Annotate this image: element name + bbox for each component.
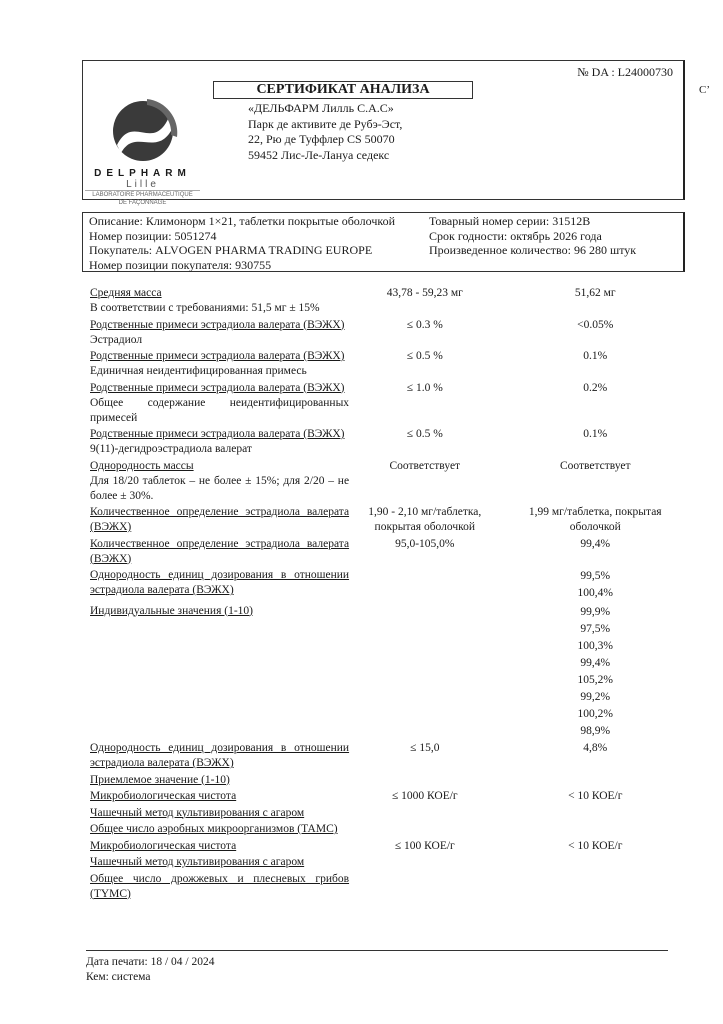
- test-spec: 43,78 - 59,23 мг: [386, 287, 463, 299]
- result-value: 51,62 мг: [574, 287, 616, 299]
- da-number: № DA : L24000730: [577, 65, 673, 79]
- header-box: [82, 60, 685, 206]
- test-row: [90, 789, 670, 804]
- test-result: [521, 839, 670, 854]
- test-spec: ≤ 1000 КОЕ/г: [391, 790, 458, 802]
- result-value: 99,2%: [580, 690, 611, 703]
- test-spec: [351, 604, 498, 740]
- address-line: 22, Рю де Туффлер CS 50070: [248, 132, 395, 146]
- test-title: Однородность единиц дозирования в отношении эстрадиола валерата (ВЭЖХ): [90, 569, 350, 596]
- logo-name: DELPHARM: [94, 168, 191, 179]
- result-value: 1,99 мг/таблетка, покрытая оболочкой: [528, 506, 662, 533]
- test-label: [90, 822, 349, 837]
- test-row: [90, 318, 670, 348]
- test-result: [521, 427, 670, 457]
- test-label: [90, 349, 349, 379]
- result-value: 99,5%: [580, 570, 611, 582]
- result-value: 100,4%: [577, 587, 613, 599]
- test-spec: [351, 855, 498, 870]
- result-value: 105,2%: [577, 673, 613, 686]
- test-title: Индивидуальные значения (1-10): [90, 604, 253, 617]
- test-title: Количественное определение эстрадиола валерата (ВЭЖХ): [90, 506, 350, 533]
- test-title: Средняя масса: [90, 287, 162, 299]
- test-result: [521, 806, 670, 821]
- result-value: 4,8%: [583, 742, 608, 754]
- logo-emblem-icon: [103, 93, 183, 163]
- test-spec: ≤ 0.5 %: [406, 350, 443, 362]
- test-result: [521, 604, 670, 740]
- delpharm-logo: [85, 93, 200, 207]
- test-label: [90, 789, 349, 804]
- expiry-date: Срок годности: октябрь 2026 года: [429, 228, 602, 243]
- test-spec: [351, 822, 498, 837]
- test-spec: 95,0-105,0%: [395, 537, 455, 550]
- test-results-table: [90, 286, 670, 903]
- test-title: Чашечный метод культивирования с агаром: [90, 856, 305, 868]
- test-result: [521, 286, 670, 316]
- test-label: [90, 872, 349, 902]
- test-note: В соответствии с требованиями: 51,5 мг ± 15%: [90, 302, 320, 314]
- test-result: [521, 741, 670, 771]
- test-label: [90, 381, 349, 426]
- test-result: [521, 822, 670, 837]
- test-result: [521, 537, 670, 567]
- test-title: Чашечный метод культивирования с агаром: [90, 806, 305, 819]
- test-row: [90, 459, 670, 504]
- footer: [86, 950, 668, 985]
- test-result: [521, 505, 670, 535]
- test-row: [90, 741, 670, 771]
- printed-by: Кем: система: [86, 971, 151, 983]
- test-label: [90, 604, 349, 740]
- product-info-box: [82, 212, 685, 272]
- test-result: [521, 459, 670, 504]
- result-value: Соответствует: [559, 459, 631, 472]
- result-value: 99,4%: [580, 656, 611, 669]
- result-value: 98,9%: [580, 724, 611, 737]
- test-title: Общее число дрожжевых и плесневых грибов (TYMC): [90, 872, 350, 900]
- company-address: [248, 101, 402, 163]
- quantity-produced: Произведенное количество: 96 280 штук: [429, 243, 637, 257]
- test-row: [90, 381, 670, 426]
- test-title: Родственные примеси эстрадиола валерата (ВЭЖХ): [90, 318, 345, 331]
- result-value: < 10 КОЕ/г: [568, 839, 623, 852]
- test-label: [90, 459, 349, 504]
- description: Описание: Климонорм 1×21, таблетки покрытые оболочкой: [89, 214, 396, 228]
- test-title: Приемлемое значение (1-10): [90, 773, 230, 786]
- test-row: [90, 568, 670, 602]
- logo-tagline-2: DE FAÇONNAGE: [118, 200, 167, 206]
- test-label: [90, 855, 349, 870]
- test-title: Однородность единиц дозирования в отношении эстрадиола валерата (ВЭЖХ): [90, 742, 350, 769]
- test-row: [90, 822, 670, 837]
- test-title: Родственные примеси эстрадиола валерата (ВЭЖХ): [90, 381, 345, 394]
- test-note: Для 18/20 таблеток – не более ± 15%; для 2/20 – не более ± 30%.: [90, 474, 350, 502]
- test-label: [90, 286, 349, 316]
- position-number: Номер позиции: 5051274: [89, 228, 217, 243]
- test-spec: [351, 568, 498, 602]
- test-title: Количественное определение эстрадиола валерата (ВЭЖХ): [90, 537, 350, 565]
- batch-number: Товарный номер серии: 31512B: [429, 214, 591, 228]
- test-label: [90, 537, 349, 567]
- test-spec: ≤ 100 КОЕ/г: [394, 839, 455, 852]
- test-row: [90, 427, 670, 457]
- test-title: Родственные примеси эстрадиола валерата (ВЭЖХ): [90, 350, 345, 362]
- result-value: 97,5%: [580, 622, 611, 635]
- test-note: Эстрадиол: [90, 333, 143, 346]
- test-result: [521, 773, 670, 788]
- test-label: [90, 427, 349, 457]
- test-label: [90, 741, 349, 771]
- buyer-position-number: Номер позиции покупателя: 930755: [89, 257, 272, 272]
- test-result: [521, 789, 670, 804]
- result-value: 0.2%: [583, 381, 608, 394]
- test-row: [90, 537, 670, 567]
- test-title: Микробиологическая чистота: [90, 790, 237, 802]
- test-title: Однородность массы: [90, 459, 194, 472]
- test-result: [521, 318, 670, 348]
- address-line: 59452 Лис-Ле-Лануа седекс: [248, 147, 390, 162]
- test-label: [90, 773, 349, 788]
- test-title: Общее число аэробных микроорганизмов (ТАМС): [90, 823, 338, 835]
- result-value: 0.1%: [583, 350, 608, 362]
- test-result: [521, 349, 670, 379]
- test-note: 9(11)-дегидроэстрадиола валерат: [90, 443, 252, 455]
- test-title: Микробиологическая чистота: [90, 839, 237, 852]
- result-value: <0.05%: [577, 318, 614, 331]
- test-row: [90, 773, 670, 788]
- result-value: 100,2%: [577, 707, 613, 720]
- test-spec: Соответствует: [389, 459, 461, 472]
- test-row: [90, 806, 670, 821]
- test-label: [90, 505, 349, 535]
- test-label: [90, 318, 349, 348]
- test-row: [90, 505, 670, 535]
- test-result: [521, 855, 670, 870]
- test-label: [90, 806, 349, 821]
- result-value: 0.1%: [583, 428, 608, 440]
- result-value: < 10 КОЕ/г: [568, 790, 623, 802]
- test-row: [90, 839, 670, 854]
- result-value: 99,4%: [580, 537, 611, 550]
- test-note: Единичная неидентифицированная примесь: [90, 365, 307, 377]
- test-row: [90, 286, 670, 316]
- test-result: [521, 381, 670, 426]
- test-spec: ≤ 0.3 %: [406, 318, 443, 331]
- test-result: [521, 568, 670, 602]
- test-spec: [351, 773, 498, 788]
- logo-tagline-1: LABORATOIRE PHARMACEUTIQUE: [85, 190, 200, 199]
- test-spec: [351, 806, 498, 821]
- test-note: Общее содержание неидентифицированных примесей: [90, 396, 350, 424]
- test-row: [90, 855, 670, 870]
- test-spec: [351, 872, 498, 902]
- test-row: [90, 872, 670, 902]
- result-value: 100,3%: [577, 639, 613, 652]
- test-result: [521, 872, 670, 902]
- edge-text: C’: [699, 84, 710, 96]
- test-row: [90, 604, 670, 740]
- test-spec: ≤ 0.5 %: [406, 428, 443, 440]
- test-spec: ≤ 1.0 %: [406, 381, 443, 394]
- test-title: Родственные примеси эстрадиола валерата (ВЭЖХ): [90, 428, 345, 440]
- buyer: Покупатель: ALVOGEN PHARMA TRADING EUROPE: [89, 243, 373, 257]
- result-value: 99,9%: [580, 605, 611, 618]
- test-spec: 1,90 - 2,10 мг/таблетка, покрытая оболочкой: [368, 506, 482, 533]
- print-date: Дата печати: 18 / 04 / 2024: [86, 956, 215, 968]
- document-title: СЕРТИФИКАТ АНАЛИЗА: [213, 81, 473, 99]
- logo-sub: Lille: [126, 179, 159, 190]
- address-line: Парк де активите де Рубэ-Эст,: [248, 116, 403, 131]
- test-spec: ≤ 15,0: [410, 742, 440, 754]
- test-row: [90, 349, 670, 379]
- address-line: «ДЕЛЬФАРМ Лилль С.А.С»: [248, 101, 394, 115]
- test-label: [90, 568, 349, 602]
- test-label: [90, 839, 349, 854]
